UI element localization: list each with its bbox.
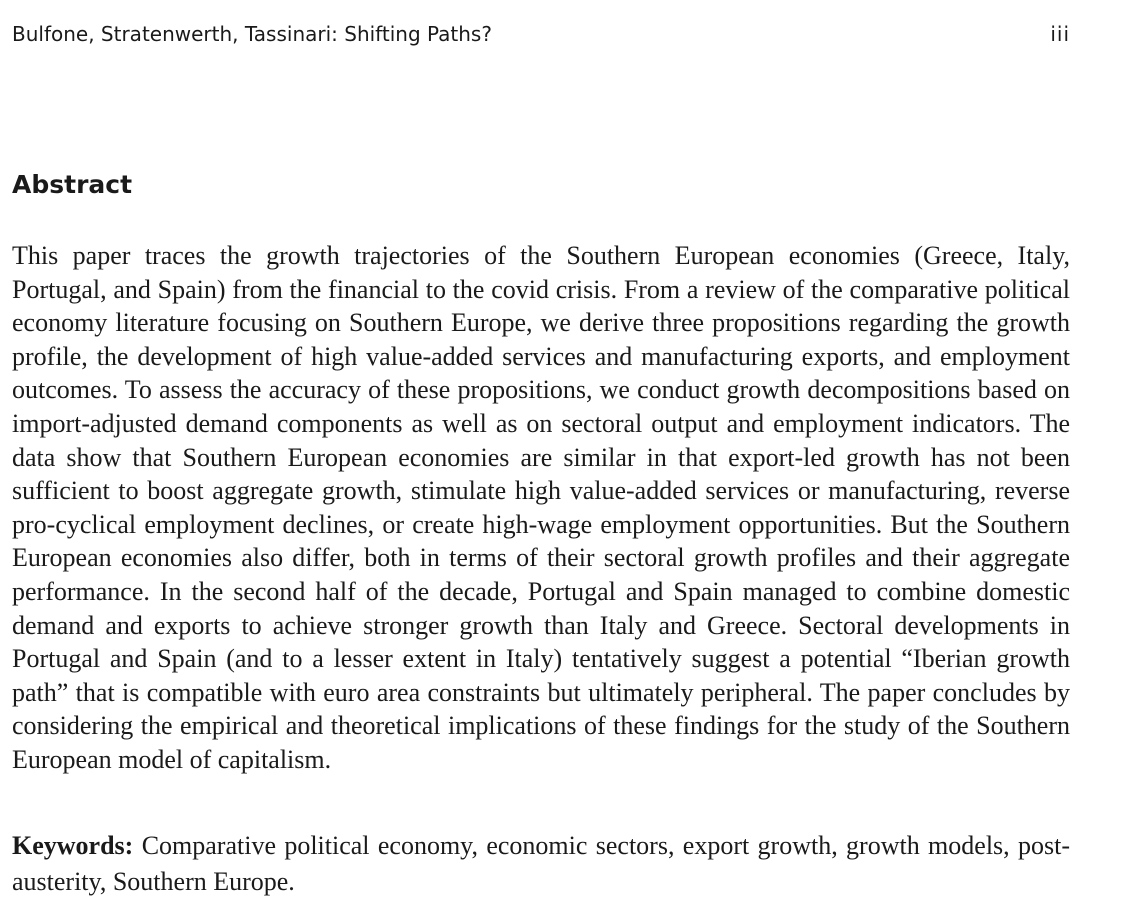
abstract-text: This paper traces the growth trajectories of the Southern European economies (Greece, Italy, Portugal, and Spain) from the financial to the covid crisis. From a review of the comparative political economy literature focusing on Southern Europe, we derive three propositions regarding the growth profile, the development of high value-added services and manufacturing exports, and employment outcomes. To assess the accuracy of these propositions, we conduct growth decompositions based on import-adjusted demand components as well as on sectoral output and employment indicators. The data show that Southern European economies are similar in that export-led growth has not been sufficient to boost aggregate growth, stimulate high value-added services or manufacturing, reverse pro-cyclical employment declines, or create high-wage employment opportunities. But the Southern European economies also differ, both in terms of their sectoral growth profiles and their aggregate performance. In the second half of the decade, Portugal and Spain managed to combine domestic demand and exports to achieve stronger growth than Italy and Greece. Sectoral developments in Portugal and Spain (and to a lesser extent in Italy) tentatively suggest a potential “Iberian growth path” that is compatible with euro area constraints but ultimately peripheral. The paper concludes by considering the empirical and theoretical implications of these findings for the study of the Southern European model of capitalism.	[12, 241, 1070, 774]
keywords-label: Keywords:	[12, 831, 134, 860]
page-number: iii	[1050, 22, 1070, 46]
keywords-list: Comparative political economy, economic sectors, export growth, growth models, post-austerity, Southern Europe.	[12, 831, 1071, 896]
keywords-paragraph	[12, 828, 1070, 900]
abstract-heading: Abstract	[12, 170, 133, 199]
running-title: Bulfone, Stratenwerth, Tassinari: Shifting Paths?	[12, 22, 492, 46]
running-header	[12, 22, 1070, 46]
